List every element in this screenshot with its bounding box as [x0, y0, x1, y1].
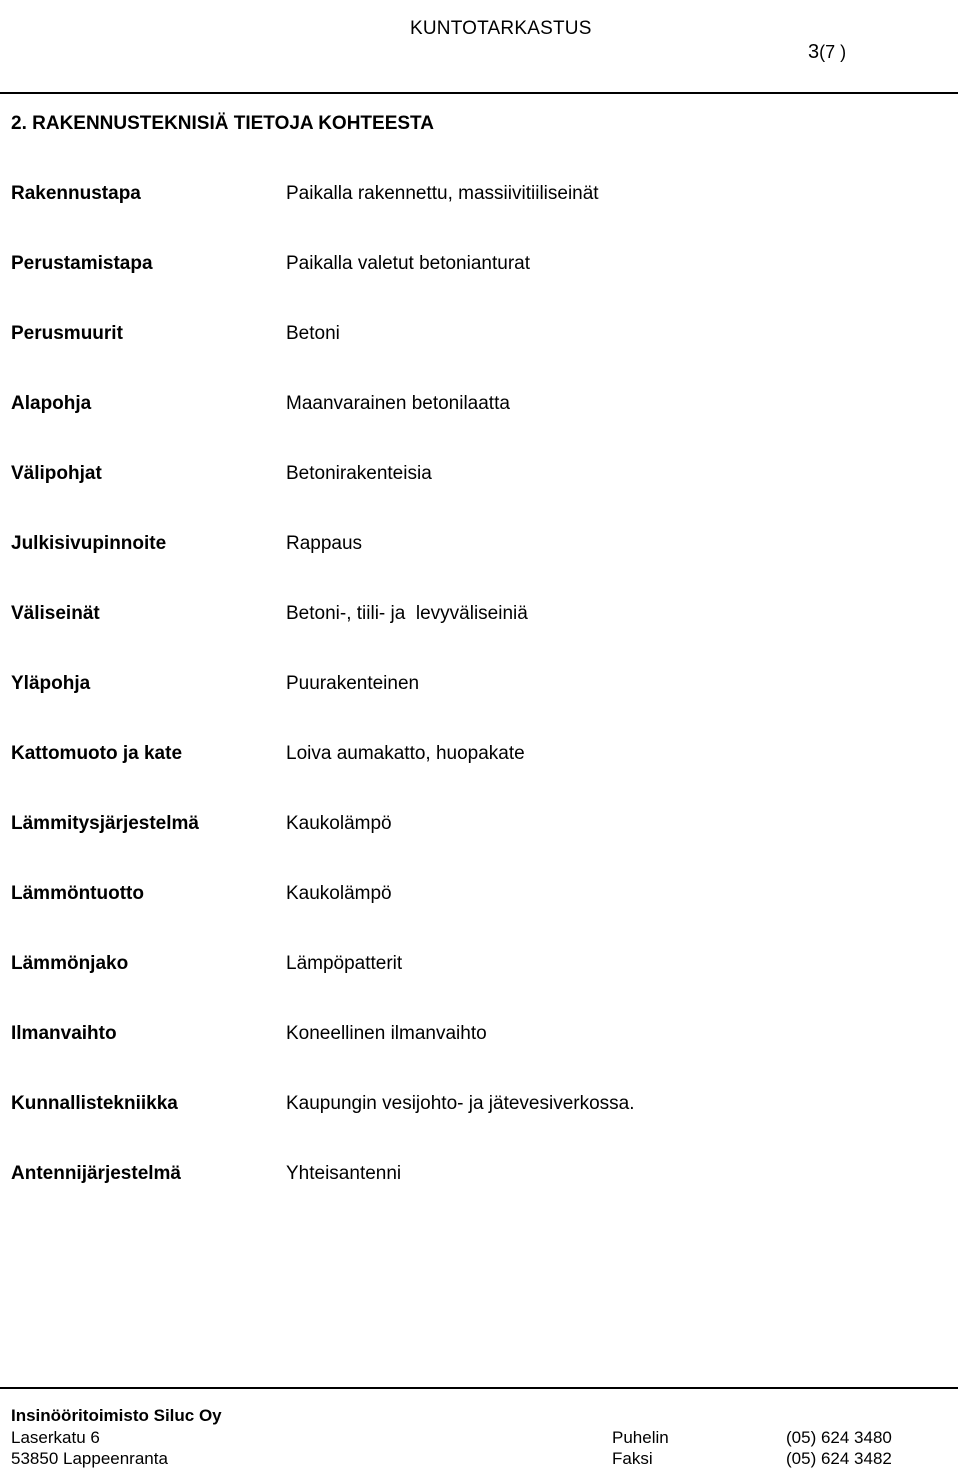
info-row-kunnallistekniikka [0, 1093, 960, 1119]
info-row-julkisivupinnoite [0, 533, 960, 559]
info-label: Välipohjat [11, 463, 102, 484]
footer-divider [0, 1387, 958, 1389]
info-label: Lämmitysjärjestelmä [11, 813, 199, 834]
footer-fax: (05) 624 3482 [786, 1449, 892, 1468]
info-row-valiseinat [0, 603, 960, 629]
info-row-antennijarjestelma [0, 1163, 960, 1189]
footer-city: 53850 Lappeenranta [11, 1449, 168, 1468]
info-value: Maanvarainen betonilaatta [286, 393, 510, 414]
info-value: Betonirakenteisia [286, 463, 432, 484]
info-label: Yläpohja [11, 673, 91, 694]
info-value: Betoni-, tiili- ja levyväliseiniä [286, 603, 528, 624]
info-label: Kattomuoto ja kate [11, 743, 183, 764]
info-label: Väliseinät [11, 603, 100, 624]
info-value: Kaukolämpö [286, 813, 392, 834]
info-value: Puurakenteinen [286, 673, 420, 694]
info-value: Loiva aumakatto, huopakate [286, 743, 525, 764]
page-number [808, 41, 846, 64]
section-heading: 2. RAKENNUSTEKNISIÄ TIETOJA KOHTEESTA [11, 113, 434, 134]
info-value: Kaupungin vesijohto- ja jätevesiverkossa. [286, 1093, 635, 1114]
info-value: Rappaus [286, 533, 363, 554]
info-row-perustamistapa [0, 253, 960, 279]
info-value: Paikalla rakennettu, massiivitiiliseinät [286, 183, 599, 204]
footer-company-name: Insinööritoimisto Siluc Oy [11, 1406, 222, 1425]
document-title: KUNTOTARKASTUS [410, 18, 592, 39]
footer-phone-label: Puhelin [612, 1428, 669, 1447]
info-value: Betoni [286, 323, 340, 344]
info-row-lammonjako [0, 953, 960, 979]
footer-fax-label: Faksi [612, 1449, 653, 1468]
page-current: 3 [808, 41, 820, 63]
info-label: Lämmönjako [11, 953, 129, 974]
info-value: Lämpöpatterit [286, 953, 403, 974]
info-label: Rakennustapa [11, 183, 141, 204]
info-row-kattomuoto [0, 743, 960, 769]
info-row-lammontuotto [0, 883, 960, 909]
info-label: Julkisivupinnoite [11, 533, 167, 554]
info-label: Lämmöntuotto [11, 883, 144, 904]
info-row-perusmuurit [0, 323, 960, 349]
info-row-ylapohja [0, 673, 960, 699]
info-value: Koneellinen ilmanvaihto [286, 1023, 487, 1044]
info-row-lammitysjarjestelma [0, 813, 960, 839]
info-row-ilmanvaihto [0, 1023, 960, 1049]
info-row-alapohja [0, 393, 960, 419]
info-value: Paikalla valetut betonianturat [286, 253, 530, 274]
info-value: Kaukolämpö [286, 883, 392, 904]
info-label: Perusmuurit [11, 323, 123, 344]
footer-street: Laserkatu 6 [11, 1428, 100, 1447]
info-label: Antennijärjestelmä [11, 1163, 181, 1184]
info-label: Perustamistapa [11, 253, 153, 274]
info-label: Alapohja [11, 393, 92, 414]
info-label: Kunnallistekniikka [11, 1093, 178, 1114]
info-value: Yhteisantenni [286, 1163, 402, 1184]
page-total: (7 ) [819, 42, 847, 62]
info-row-valipohjat [0, 463, 960, 489]
info-label: Ilmanvaihto [11, 1023, 117, 1044]
footer-phone: (05) 624 3480 [786, 1428, 892, 1447]
info-row-rakennustapa [0, 183, 960, 209]
header-divider [0, 92, 958, 94]
